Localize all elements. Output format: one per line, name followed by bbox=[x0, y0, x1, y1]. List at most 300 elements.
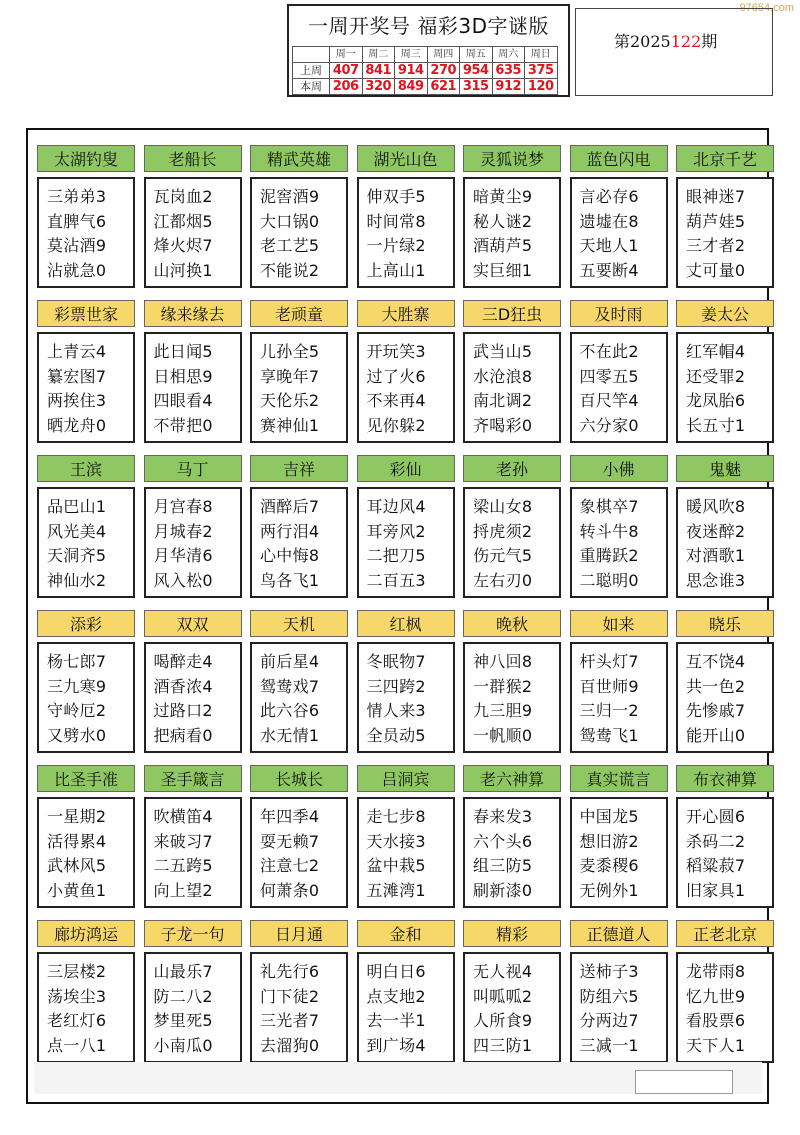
riddle-card bbox=[676, 765, 774, 908]
riddle-line: 山河换1 bbox=[153, 260, 213, 280]
riddle-card bbox=[250, 145, 348, 288]
riddle-card bbox=[463, 145, 561, 288]
author-name: 鬼魅 bbox=[676, 455, 774, 482]
riddle-line: 活得累4 bbox=[47, 831, 107, 851]
day-header: 周五 bbox=[460, 47, 493, 63]
draw-number: 270 bbox=[427, 63, 460, 79]
riddle-line: 防二八2 bbox=[153, 986, 213, 1006]
riddle-line: 上青云4 bbox=[47, 342, 107, 361]
author-name: 日月通 bbox=[250, 920, 348, 947]
author-name: 老六神算 bbox=[463, 765, 561, 792]
author-name: 天机 bbox=[250, 610, 348, 637]
author-name: 蓝色闪电 bbox=[570, 145, 668, 172]
footer-box bbox=[635, 1070, 733, 1094]
riddle-list bbox=[676, 177, 774, 288]
riddle-line: 耳旁风2 bbox=[366, 521, 426, 541]
riddle-card bbox=[250, 765, 348, 908]
riddle-line: 月宫春8 bbox=[153, 497, 213, 516]
riddle-line: 齐喝彩0 bbox=[473, 415, 533, 435]
draw-number: 206 bbox=[330, 79, 363, 95]
riddle-line: 日相思9 bbox=[153, 366, 213, 386]
riddle-line: 丈可量0 bbox=[686, 260, 746, 280]
riddle-list bbox=[570, 642, 668, 753]
riddle-line: 荡埃尘3 bbox=[47, 986, 107, 1006]
riddle-list bbox=[144, 177, 242, 288]
author-name: 晚秋 bbox=[463, 610, 561, 637]
author-name: 马丁 bbox=[144, 455, 242, 482]
riddle-line: 酒香浓4 bbox=[153, 676, 213, 696]
riddle-line: 四三防1 bbox=[473, 1035, 533, 1055]
draw-number: 914 bbox=[395, 63, 428, 79]
author-name: 及时雨 bbox=[570, 300, 668, 327]
riddle-list bbox=[570, 952, 668, 1063]
riddle-line: 儿孙全5 bbox=[260, 342, 320, 361]
riddle-line: 冬眠物7 bbox=[366, 652, 426, 671]
author-name: 缘来缘去 bbox=[144, 300, 242, 327]
riddle-line: 百尺竿4 bbox=[579, 391, 639, 410]
author-name: 老船长 bbox=[144, 145, 242, 172]
riddle-list bbox=[463, 952, 561, 1063]
author-name: 红枫 bbox=[357, 610, 455, 637]
riddle-line: 沾就急0 bbox=[47, 260, 107, 280]
riddle-line: 月城春2 bbox=[153, 521, 213, 541]
riddle-card bbox=[570, 300, 668, 443]
riddle-line: 眼神迷7 bbox=[686, 187, 746, 206]
day-header: 周二 bbox=[362, 47, 395, 63]
riddle-line: 暗黄尘9 bbox=[473, 187, 533, 206]
riddle-line: 前后星4 bbox=[260, 652, 320, 671]
riddle-line: 六分家0 bbox=[579, 415, 639, 435]
author-name: 正德道人 bbox=[570, 920, 668, 947]
riddle-list bbox=[144, 487, 242, 598]
riddle-line: 山最乐7 bbox=[153, 962, 213, 981]
riddle-line: 中国龙5 bbox=[579, 807, 639, 826]
riddle-list bbox=[357, 332, 455, 443]
riddle-line: 还受罪2 bbox=[686, 366, 746, 386]
author-name: 三D狂虫 bbox=[463, 300, 561, 327]
riddle-line: 鸟各飞1 bbox=[260, 570, 320, 590]
riddle-card bbox=[463, 455, 561, 598]
riddle-card bbox=[37, 920, 135, 1063]
author-name: 大胜寨 bbox=[357, 300, 455, 327]
riddle-line: 门下徒2 bbox=[260, 986, 320, 1006]
riddle-line: 一星期2 bbox=[47, 807, 107, 826]
riddle-line: 先惨戚7 bbox=[686, 701, 746, 720]
author-name: 精武英雄 bbox=[250, 145, 348, 172]
day-header: 周三 bbox=[395, 47, 428, 63]
author-name: 北京千艺 bbox=[676, 145, 774, 172]
riddle-line: 春来发3 bbox=[473, 807, 533, 826]
riddle-line: 能开山0 bbox=[686, 725, 746, 745]
riddle-line: 六个头6 bbox=[473, 831, 533, 851]
riddle-line: 言必存6 bbox=[579, 187, 639, 206]
day-header: 周一 bbox=[330, 47, 363, 63]
riddle-line: 鸳鸯戏7 bbox=[260, 676, 320, 696]
riddle-line: 此日闻5 bbox=[153, 342, 213, 361]
author-name: 吉祥 bbox=[250, 455, 348, 482]
riddle-line: 一帆顺0 bbox=[473, 725, 533, 745]
author-name: 双双 bbox=[144, 610, 242, 637]
draw-number: 849 bbox=[395, 79, 428, 95]
riddle-line: 九三胆9 bbox=[473, 701, 533, 720]
riddle-line: 思念谁3 bbox=[686, 570, 746, 590]
riddle-line: 三光者7 bbox=[260, 1011, 320, 1030]
riddle-line: 喝醉走4 bbox=[153, 652, 213, 671]
riddle-line: 对酒歌1 bbox=[686, 546, 746, 565]
riddle-list bbox=[250, 797, 348, 908]
riddle-card bbox=[37, 610, 135, 753]
riddle-line: 瓦岗血2 bbox=[153, 187, 213, 206]
riddle-line: 天下人1 bbox=[686, 1035, 746, 1055]
riddle-card bbox=[463, 300, 561, 443]
riddle-list bbox=[250, 487, 348, 598]
riddle-list bbox=[676, 332, 774, 443]
riddle-card bbox=[463, 920, 561, 1063]
draw-number: 315 bbox=[460, 79, 493, 95]
issue-label bbox=[614, 29, 717, 52]
riddle-line: 此六谷6 bbox=[260, 701, 320, 720]
author-name: 太湖钓叟 bbox=[37, 145, 135, 172]
riddle-card bbox=[463, 610, 561, 753]
author-name: 灵狐说梦 bbox=[463, 145, 561, 172]
riddle-line: 防组六5 bbox=[579, 986, 639, 1006]
riddle-line: 小黄鱼1 bbox=[47, 880, 107, 900]
riddle-card bbox=[144, 920, 242, 1063]
riddle-line: 过了火6 bbox=[366, 366, 426, 386]
riddle-list bbox=[250, 332, 348, 443]
author-name: 圣手箴言 bbox=[144, 765, 242, 792]
author-name: 晓乐 bbox=[676, 610, 774, 637]
riddle-line: 稻粱菽7 bbox=[686, 856, 746, 875]
riddle-list bbox=[357, 642, 455, 753]
riddle-list bbox=[37, 487, 135, 598]
riddle-card bbox=[570, 145, 668, 288]
riddle-line: 武林风5 bbox=[47, 856, 107, 875]
riddle-line: 来破习7 bbox=[153, 831, 213, 851]
riddle-card bbox=[144, 765, 242, 908]
riddle-card bbox=[357, 300, 455, 443]
draw-number: 954 bbox=[460, 63, 493, 79]
riddle-line: 走七步8 bbox=[366, 807, 426, 826]
riddle-list bbox=[144, 332, 242, 443]
riddle-line: 点一八1 bbox=[47, 1035, 107, 1055]
riddle-list bbox=[463, 487, 561, 598]
riddle-line: 烽火烬7 bbox=[153, 236, 213, 255]
riddle-line: 五要断4 bbox=[579, 260, 639, 280]
riddle-card bbox=[357, 145, 455, 288]
riddle-list bbox=[676, 487, 774, 598]
riddle-line: 两挨住3 bbox=[47, 391, 107, 410]
draw-number: 407 bbox=[330, 63, 363, 79]
riddle-line: 三弟弟3 bbox=[47, 187, 107, 206]
riddle-line: 红军帽4 bbox=[686, 342, 746, 361]
riddle-line: 不能说2 bbox=[260, 260, 320, 280]
riddle-line: 风入松0 bbox=[153, 570, 213, 590]
riddle-card bbox=[250, 455, 348, 598]
riddle-list bbox=[570, 177, 668, 288]
riddle-line: 互不饶4 bbox=[686, 652, 746, 671]
riddle-line: 年四季4 bbox=[260, 807, 320, 826]
riddle-card bbox=[357, 920, 455, 1063]
riddle-line: 月华清6 bbox=[153, 546, 213, 565]
riddle-card bbox=[570, 610, 668, 753]
last-week-row bbox=[293, 63, 558, 79]
riddle-line: 开玩笑3 bbox=[366, 342, 426, 361]
issue-panel bbox=[575, 8, 773, 96]
riddle-list bbox=[250, 952, 348, 1063]
riddle-line: 三才者2 bbox=[686, 236, 746, 255]
riddle-card bbox=[144, 300, 242, 443]
riddle-line: 旧家具1 bbox=[686, 880, 746, 900]
riddle-line: 品巴山1 bbox=[47, 497, 107, 516]
riddle-list bbox=[357, 487, 455, 598]
riddle-line: 风光美4 bbox=[47, 521, 107, 541]
riddle-card bbox=[570, 455, 668, 598]
riddle-line: 两行泪4 bbox=[260, 521, 320, 541]
author-name: 吕洞宾 bbox=[357, 765, 455, 792]
riddle-list bbox=[144, 642, 242, 753]
riddle-list bbox=[570, 332, 668, 443]
riddle-line: 老红灯6 bbox=[47, 1011, 107, 1030]
riddle-line: 梦里死5 bbox=[153, 1011, 213, 1030]
author-name: 老顽童 bbox=[250, 300, 348, 327]
riddle-card bbox=[37, 455, 135, 598]
riddle-line: 纂宏图7 bbox=[47, 366, 107, 386]
riddle-line: 麦黍稷6 bbox=[579, 856, 639, 875]
riddle-line: 秘人谜2 bbox=[473, 211, 533, 231]
riddle-line: 不在此2 bbox=[579, 342, 639, 361]
riddle-line: 三四跨2 bbox=[366, 676, 426, 696]
riddle-card bbox=[144, 145, 242, 288]
riddle-line: 二聪明0 bbox=[579, 570, 639, 590]
riddle-list bbox=[463, 332, 561, 443]
riddle-card bbox=[676, 300, 774, 443]
author-name: 精彩 bbox=[463, 920, 561, 947]
riddle-line: 酒醉后7 bbox=[260, 497, 320, 516]
riddle-line: 时间常8 bbox=[366, 211, 426, 231]
riddle-line: 转斗牛8 bbox=[579, 521, 639, 541]
riddle-line: 杨七郎7 bbox=[47, 652, 107, 671]
riddle-card bbox=[676, 145, 774, 288]
riddle-line: 不来再4 bbox=[366, 391, 426, 410]
riddle-line: 想旧游2 bbox=[579, 831, 639, 851]
riddle-line: 无例外1 bbox=[579, 880, 639, 900]
riddle-line: 情人来3 bbox=[366, 701, 426, 720]
riddle-line: 大口锅0 bbox=[260, 211, 320, 231]
riddle-line: 何萧条0 bbox=[260, 880, 320, 900]
riddle-line: 无人视4 bbox=[473, 962, 533, 981]
riddle-line: 南北调2 bbox=[473, 391, 533, 410]
riddle-list bbox=[250, 642, 348, 753]
issue-number: 122 bbox=[670, 32, 702, 51]
riddle-line: 江都烟5 bbox=[153, 211, 213, 231]
riddle-line: 明白日6 bbox=[366, 962, 426, 981]
riddle-list bbox=[357, 952, 455, 1063]
riddle-list bbox=[357, 177, 455, 288]
riddle-card bbox=[676, 455, 774, 598]
riddle-line: 龙带雨8 bbox=[686, 962, 746, 981]
riddle-line: 长五寸1 bbox=[686, 415, 746, 435]
corner-cell bbox=[293, 47, 330, 63]
weekly-results-panel bbox=[287, 4, 570, 97]
riddle-line: 刷新漆0 bbox=[473, 880, 533, 900]
draw-number: 375 bbox=[525, 63, 558, 79]
author-name: 子龙一句 bbox=[144, 920, 242, 947]
riddle-line: 耳边风4 bbox=[366, 497, 426, 516]
author-name: 比圣手准 bbox=[37, 765, 135, 792]
riddle-card bbox=[144, 455, 242, 598]
riddle-line: 伤元气5 bbox=[473, 546, 533, 565]
riddle-line: 重腾跃2 bbox=[579, 546, 639, 565]
riddle-line: 天地人1 bbox=[579, 236, 639, 255]
riddle-line: 莫沾酒9 bbox=[47, 236, 107, 255]
day-header: 周六 bbox=[492, 47, 525, 63]
riddle-line: 三九寒9 bbox=[47, 676, 107, 696]
riddle-line: 杀码二2 bbox=[686, 831, 746, 851]
page-title: 一周开奖号 福彩3D字谜版 bbox=[308, 14, 549, 38]
issue-suffix: 期 bbox=[701, 32, 718, 51]
riddle-line: 天水接3 bbox=[366, 831, 426, 851]
riddle-line: 二五跨5 bbox=[153, 856, 213, 875]
riddle-line: 五滩湾1 bbox=[366, 880, 426, 900]
riddle-line: 酒葫芦5 bbox=[473, 236, 533, 255]
riddle-list bbox=[37, 177, 135, 288]
riddle-list bbox=[570, 797, 668, 908]
riddle-card bbox=[357, 765, 455, 908]
riddle-line: 共一色2 bbox=[686, 676, 746, 696]
riddle-line: 水无情1 bbox=[260, 725, 320, 745]
riddle-list bbox=[676, 797, 774, 908]
riddle-line: 盆中栽5 bbox=[366, 856, 426, 875]
author-name: 老孙 bbox=[463, 455, 561, 482]
riddle-card bbox=[250, 300, 348, 443]
riddle-line: 武当山5 bbox=[473, 342, 533, 361]
riddle-line: 全员动5 bbox=[366, 725, 426, 745]
riddle-line: 神八回8 bbox=[473, 652, 533, 671]
author-name: 添彩 bbox=[37, 610, 135, 637]
author-name: 彩票世家 bbox=[37, 300, 135, 327]
riddle-line: 小南瓜0 bbox=[153, 1035, 213, 1055]
riddle-line: 去一半1 bbox=[366, 1011, 426, 1030]
riddle-line: 伸双手5 bbox=[366, 187, 426, 206]
riddle-line: 泥窖酒9 bbox=[260, 187, 320, 206]
riddle-line: 左右刃0 bbox=[473, 570, 533, 590]
riddle-line: 过路口2 bbox=[153, 701, 213, 720]
riddle-line: 四眼看4 bbox=[153, 391, 213, 410]
riddle-line: 神仙水2 bbox=[47, 570, 107, 590]
author-name: 王滨 bbox=[37, 455, 135, 482]
riddle-card bbox=[676, 610, 774, 753]
riddle-line: 遗墟在8 bbox=[579, 211, 639, 231]
riddle-line: 梁山女8 bbox=[473, 497, 533, 516]
draw-number: 120 bbox=[525, 79, 558, 95]
riddle-line: 四零五5 bbox=[579, 366, 639, 386]
riddle-list bbox=[463, 642, 561, 753]
riddle-line: 暖风吹8 bbox=[686, 497, 746, 516]
riddle-line: 三减一1 bbox=[579, 1035, 639, 1055]
author-name: 长城长 bbox=[250, 765, 348, 792]
author-name: 小佛 bbox=[570, 455, 668, 482]
draw-number: 320 bbox=[362, 79, 395, 95]
riddle-card bbox=[357, 610, 455, 753]
this-week-label: 本周 bbox=[293, 79, 330, 95]
last-week-label: 上周 bbox=[293, 63, 330, 79]
riddle-line: 一片绿2 bbox=[366, 236, 426, 255]
issue-prefix: 第2025 bbox=[614, 32, 671, 51]
riddle-card bbox=[570, 920, 668, 1063]
riddle-list bbox=[676, 642, 774, 753]
riddle-line: 龙凤胎6 bbox=[686, 391, 746, 410]
riddle-card bbox=[250, 610, 348, 753]
riddle-line: 开心圆6 bbox=[686, 807, 746, 826]
riddle-line: 人所食9 bbox=[473, 1011, 533, 1030]
riddle-line: 耍无赖7 bbox=[260, 831, 320, 851]
author-name: 布衣神算 bbox=[676, 765, 774, 792]
riddle-line: 组三防5 bbox=[473, 856, 533, 875]
riddle-card bbox=[570, 765, 668, 908]
riddle-line: 享晚年7 bbox=[260, 366, 320, 386]
this-week-row bbox=[293, 79, 558, 95]
riddle-line: 点支地2 bbox=[366, 986, 426, 1006]
riddle-line: 水沧浪8 bbox=[473, 366, 533, 386]
riddle-list bbox=[37, 797, 135, 908]
site-watermark: 97654.com bbox=[739, 2, 794, 14]
riddle-line: 老工艺5 bbox=[260, 236, 320, 255]
riddle-line: 三层楼2 bbox=[47, 962, 107, 981]
riddle-line: 见你躲2 bbox=[366, 415, 426, 435]
riddle-list bbox=[144, 797, 242, 908]
day-header: 周日 bbox=[525, 47, 558, 63]
riddle-grid bbox=[37, 145, 774, 1063]
author-name: 姜太公 bbox=[676, 300, 774, 327]
author-name: 如来 bbox=[570, 610, 668, 637]
riddle-line: 又劈水0 bbox=[47, 725, 107, 745]
riddle-card bbox=[463, 765, 561, 908]
riddle-line: 实巨细1 bbox=[473, 260, 533, 280]
riddle-card bbox=[144, 610, 242, 753]
draw-number: 621 bbox=[427, 79, 460, 95]
author-name: 廊坊鸿运 bbox=[37, 920, 135, 947]
riddle-card bbox=[37, 765, 135, 908]
riddle-line: 叫呱呱2 bbox=[473, 986, 533, 1006]
riddle-line: 晒龙舟0 bbox=[47, 415, 107, 435]
riddle-list bbox=[250, 177, 348, 288]
riddle-card bbox=[37, 300, 135, 443]
riddle-line: 送柿子3 bbox=[579, 962, 639, 981]
riddle-line: 赛神仙1 bbox=[260, 415, 320, 435]
author-name: 真实谎言 bbox=[570, 765, 668, 792]
riddle-line: 不带把0 bbox=[153, 415, 213, 435]
riddle-board bbox=[26, 128, 769, 1104]
riddle-line: 礼先行6 bbox=[260, 962, 320, 981]
riddle-list bbox=[357, 797, 455, 908]
riddle-line: 心中悔8 bbox=[260, 546, 320, 565]
riddle-line: 天伦乐2 bbox=[260, 391, 320, 410]
riddle-list bbox=[37, 642, 135, 753]
day-header-row bbox=[293, 47, 558, 63]
riddle-line: 象棋卒7 bbox=[579, 497, 639, 516]
riddle-card bbox=[357, 455, 455, 598]
riddle-line: 三归一2 bbox=[579, 701, 639, 720]
author-name: 正老北京 bbox=[676, 920, 774, 947]
riddle-line: 捋虎须2 bbox=[473, 521, 533, 541]
riddle-line: 鸳鸯飞1 bbox=[579, 725, 639, 745]
weekly-results-table bbox=[292, 46, 558, 95]
riddle-line: 百世师9 bbox=[579, 676, 639, 696]
riddle-list bbox=[144, 952, 242, 1063]
riddle-line: 直脾气6 bbox=[47, 211, 107, 231]
riddle-card bbox=[37, 145, 135, 288]
